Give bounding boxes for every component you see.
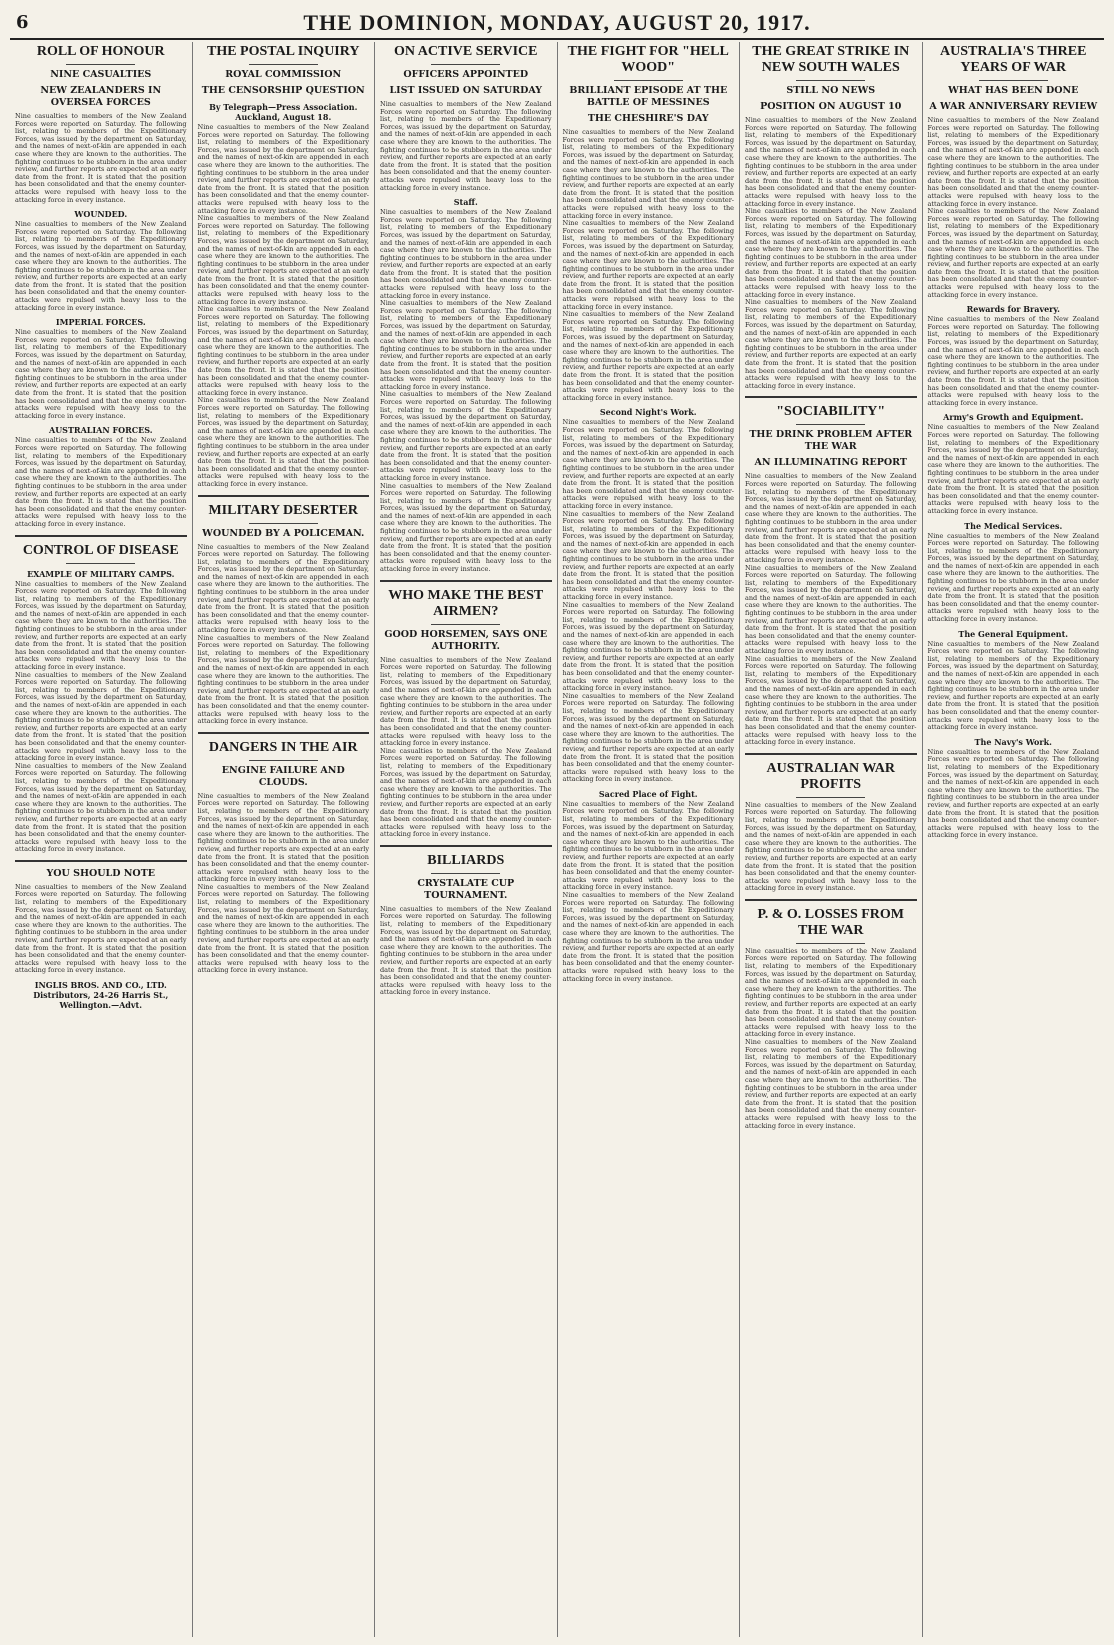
- columns: [10, 42, 1104, 1637]
- article-body: Nine casualties to members of the New Zealand Forces were reported on Saturday. The following list, relating to members of the Expeditionary Forces, was issued by the department on Saturday, and the names of next-of-kin are appended in each case where they are known to the authorities. The fighting continues to be stubborn in the area under review, and further reports are expected at an early date from the front. It is stated that the position has been consolidated and that the enemy counter-attacks were repulsed with heavy loss to the attacking force in every instance.: [927, 639, 1099, 732]
- article-body: Nine casualties to members of the New Zealand Forces were reported on Saturday. The following list, relating to members of the Expeditionary Forces, was issued by the department on Saturday, and the names of next-of-kin are appended in each case where they are known to the authorities. The fighting continues to be stubborn in the area under review, and further reports are expected at an early date from the front. It is stated that the position has been consolidated and that the enemy counter-attacks were repulsed with heavy loss to the attacking force in every instance.: [380, 481, 552, 574]
- headline-military-deserter: MILITARY DESERTER: [208, 502, 359, 518]
- page-number: 6: [16, 12, 29, 33]
- subhead-illuminating: AN ILLUMINATING REPORT: [754, 457, 907, 469]
- subhead-army-growth: Army's Growth and Equipment.: [943, 412, 1084, 423]
- subhead-crystalate: CRYSTALATE CUP TOURNAMENT.: [417, 877, 515, 901]
- article-body: Nine casualties to members of the New Zealand Forces were reported on Saturday. The following list, relating to members of the Expeditionary Forces, was issued by the department on Saturday, and the names of next-of-kin are appended in each case where they are known to the authorities. The fighting continues to be stubborn in the area under review, and further reports are expected at an early date from the front. It is stated that the position has been consolidated and that the enemy counter-attacks were repulsed with heavy loss to the attacking force in every instance.: [745, 800, 917, 893]
- subhead-policeman: WOUNDED BY A POLICEMAN.: [202, 527, 365, 539]
- column-1: [10, 42, 193, 1637]
- article-body: Nine casualties to members of the New Zealand Forces were reported on Saturday. The following list, relating to members of the Expeditionary Forces, was issued by the department on Saturday, and the names of next-of-kin are appended in each case where they are known to the authorities. The fighting continues to be stubborn in the area under review, and further reports are expected at an early date from the front. It is stated that the position has been consolidated and that the enemy counter-attacks were repulsed with heavy loss to the attacking force in every instance.: [562, 891, 734, 983]
- article-body: Nine casualties to members of the New Zealand Forces were reported on Saturday. The following list, relating to members of the Expeditionary Forces, was issued by the department on Saturday, and the names of next-of-kin are appended in each case where they are known to the authorities. The fighting continues to be stubborn in the area under review, and further reports are expected at an early date from the front. It is stated that the position has been consolidated and that the enemy counter-attacks were repulsed with heavy loss to the attacking force in every instance.: [15, 761, 187, 854]
- headline-control-of-disease: CONTROL OF DISEASE: [22, 542, 179, 558]
- article-body: Nine casualties to members of the New Zealand Forces were reported on Saturday. The following list, relating to members of the Expeditionary Forces, was issued by the department on Saturday, and the names of next-of-kin are appended in each case where they are known to the authorities. The fighting continues to be stubborn in the area under review, and further reports are expected at an early date from the front. It is stated that the position has been consolidated and that the enemy counter-attacks were repulsed with heavy loss to the attacking force in every instance.: [380, 208, 552, 300]
- ad-heading: YOU SHOULD NOTE: [46, 867, 156, 879]
- column-4: [558, 42, 741, 1637]
- subhead-no-news: STILL NO NEWS: [786, 85, 876, 96]
- article-body: Nine casualties to members of the New Zealand Forces were reported on Saturday. The following list, relating to members of the Expeditionary Forces, was issued by the department on Saturday, and the names of next-of-kin are appended in each case where they are known to the authorities. The fighting continues to be stubborn in the area under review, and further reports are expected at an early date from the front. It is stated that the position has been consolidated and that the enemy counter-attacks were repulsed with heavy loss to the attacking force in every instance.: [562, 799, 734, 892]
- subhead-navy: The Navy's Work.: [974, 736, 1052, 747]
- column-2: [193, 42, 376, 1637]
- article-body: Nine casualties to members of the New Zealand Forces were reported on Saturday. The following list, relating to members of the Expeditionary Forces, was issued by the department on Saturday, and the names of next-of-kin are appended in each case where they are known to the authorities. The fighting continues to be stubborn in the area under review, and further reports are expected at an early date from the front. It is stated that the position has been consolidated and that the enemy counter-attacks were repulsed with heavy loss to the attacking force in every instance.: [15, 882, 187, 975]
- article-body: Nine casualties to members of the New Zealand Forces were reported on Saturday. The following list, relating to members of the Expeditionary Forces, was issued by the department on Saturday, and the names of next-of-kin are appended in each case where they are known to the authorities. The fighting continues to be stubborn in the area under review, and further reports are expected at an early date from the front. It is stated that the position has been consolidated and that the enemy counter-attacks were repulsed with heavy loss to the attacking force in every instance.: [15, 670, 187, 763]
- column-6: [923, 42, 1105, 1637]
- article-body: Nine casualties to members of the New Zealand Forces were reported on Saturday. The following list, relating to members of the Expeditionary Forces, was issued by the department on Saturday, and the names of next-of-kin are appended in each case where they are known to the authorities. The fighting continues to be stubborn in the area under review, and further reports are expected at an early date from the front. It is stated that the position has been consolidated and that the enemy counter-attacks were repulsed with heavy loss to the attacking force in every instance.: [927, 423, 1099, 515]
- subhead-officers: OFFICERS APPOINTED: [403, 69, 529, 80]
- article-body: Nine casualties to members of the New Zealand Forces were reported on Saturday. The following list, relating to members of the Expeditionary Forces, was issued by the department on Saturday, and the names of next-of-kin are appended in each case where they are known to the authorities. The fighting continues to be stubborn in the area under review, and further reports are expected at an early date from the front. It is stated that the position has been consolidated and that the enemy counter-attacks were repulsed with heavy loss to the attacking force in every instance.: [197, 123, 369, 215]
- column-3: [375, 42, 558, 1637]
- subhead-anniversary: A WAR ANNIVERSARY REVIEW: [929, 101, 1098, 112]
- headline-roll-of-honour: ROLL OF HONOUR: [36, 44, 165, 59]
- subhead-censorship: THE CENSORSHIP QUESTION: [201, 85, 365, 96]
- subhead-list: LIST ISSUED ON SATURDAY: [389, 85, 543, 96]
- subhead-military-camps: EXAMPLE OF MILITARY CAMPS.: [27, 568, 175, 579]
- subhead-drink-problem: THE DRINK PROBLEM AFTER THE WAR: [749, 429, 913, 453]
- column-5: [740, 42, 923, 1637]
- article-body: Nine casualties to members of the New Zealand Forces were reported on Saturday. The following list, relating to members of the Expeditionary Forces, was issued by the department on Saturday, and the names of next-of-kin are appended in each case where they are known to the authorities. The fighting continues to be stubborn in the area under review, and further reports are expected at an early date from the front. It is stated that the position has been consolidated and that the enemy counter-attacks were repulsed with heavy loss to the attacking force in every instance.: [927, 207, 1099, 299]
- article-body: Nine casualties to members of the New Zealand Forces were reported on Saturday. The following list, relating to members of the Expeditionary Forces, was issued by the department on Saturday, and the names of next-of-kin are appended in each case where they are known to the authorities. The fighting continues to be stubborn in the area under review, and further reports are expected at an early date from the front. It is stated that the position has been consolidated and that the enemy counter-attacks were repulsed with heavy loss to the attacking force in every instance.: [562, 691, 734, 784]
- article-body: Nine casualties to members of the New Zealand Forces were reported on Saturday. The following list, relating to members of the Expeditionary Forces, was issued by the department on Saturday, and the names of next-of-kin are appended in each case where they are known to the authorities. The fighting continues to be stubborn in the area under review, and further reports are expected at an early date from the front. It is stated that the position has been consolidated and that the enemy counter-attacks were repulsed with heavy loss to the attacking force in every instance.: [927, 747, 1099, 840]
- article-body: Nine casualties to members of the New Zealand Forces were reported on Saturday. The following list, relating to members of the Expeditionary Forces, was issued by the department on Saturday, and the names of next-of-kin are appended in each case where they are known to the authorities. The fighting continues to be stubborn in the area under review, and further reports are expected at an early date from the front. It is stated that the position has been consolidated and that the enemy counter-attacks were repulsed with heavy loss to the attacking force in every instance.: [197, 305, 369, 397]
- article-body: Nine casualties to members of the New Zealand Forces were reported on Saturday. The following list, relating to members of the Expeditionary Forces, was issued by the department on Saturday, and the names of next-of-kin are appended in each case where they are known to the authorities. The fighting continues to be stubborn in the area under review, and further reports are expected at an early date from the front. It is stated that the position has been consolidated and that the enemy counter-attacks were repulsed with heavy loss to the attacking force in every instance.: [15, 436, 187, 528]
- article-body: Nine casualties to members of the New Zealand Forces were reported on Saturday. The following list, relating to members of the Expeditionary Forces, was issued by the department on Saturday, and the names of next-of-kin are appended in each case where they are known to the authorities. The fighting continues to be stubborn in the area under review, and further reports are expected at an early date from the front. It is stated that the position has been consolidated and that the enemy counter-attacks were repulsed with heavy loss to the attacking force in every instance.: [745, 654, 917, 747]
- masthead: [10, 8, 1104, 40]
- subhead-messines: BRILLIANT EPISODE AT THE BATTLE OF MESSINES: [569, 85, 728, 108]
- subhead-what-done: WHAT HAS BEEN DONE: [948, 85, 1079, 96]
- article-body: Nine casualties to members of the New Zealand Forces were reported on Saturday. The following list, relating to members of the Expeditionary Forces, was issued by the department on Saturday, and the names of next-of-kin are appended in each case where they are known to the authorities. The fighting continues to be stubborn in the area under review, and further reports are expected at an early date from the front. It is stated that the position has been consolidated and that the enemy counter-attacks were repulsed with heavy loss to the attacking force in every instance.: [562, 600, 734, 693]
- subhead-oversea: NEW ZEALANDERS IN OVERSEA FORCES: [40, 85, 162, 108]
- subhead-cheshires: THE CHESHIRE'S DAY: [587, 113, 709, 124]
- article-body: Nine casualties to members of the New Zealand Forces were reported on Saturday. The following list, relating to members of the Expeditionary Forces, was issued by the department on Saturday, and the names of next-of-kin are appended in each case where they are known to the authorities. The fighting continues to be stubborn in the area under review, and further reports are expected at an early date from the front. It is stated that the position has been consolidated and that the enemy counter-attacks were repulsed with heavy loss to the attacking force in every instance.: [562, 219, 734, 311]
- article-body: Nine casualties to members of the New Zealand Forces were reported on Saturday. The following list, relating to members of the Expeditionary Forces, was issued by the department on Saturday, and the names of next-of-kin are appended in each case where they are known to the authorities. The fighting continues to be stubborn in the area under review, and further reports are expected at an early date from the front. It is stated that the position has been consolidated and that the enemy counter-attacks were repulsed with heavy loss to the attacking force in every instance.: [197, 542, 369, 635]
- article-body: Nine casualties to members of the New Zealand Forces were reported on Saturday. The following list, relating to members of the Expeditionary Forces, was issued by the department on Saturday, and the names of next-of-kin are appended in each case where they are known to the authorities. The fighting continues to be stubborn in the area under review, and further reports are expected at an early date from the front. It is stated that the position has been consolidated and that the enemy counter-attacks were repulsed with heavy loss to the attacking force in every instance.: [197, 214, 369, 306]
- article-body: Nine casualties to members of the New Zealand Forces were reported on Saturday. The following list, relating to members of the Expeditionary Forces, was issued by the department on Saturday, and the names of next-of-kin are appended in each case where they are known to the authorities. The fighting continues to be stubborn in the area under review, and further reports are expected at an early date from the front. It is stated that the position has been consolidated and that the enemy counter-attacks were repulsed with heavy loss to the attacking force in every instance.: [745, 563, 917, 656]
- article-body: Nine casualties to members of the New Zealand Forces were reported on Saturday. The following list, relating to members of the Expeditionary Forces, was issued by the department on Saturday, and the names of next-of-kin are appended in each case where they are known to the authorities. The fighting continues to be stubborn in the area under review, and further reports are expected at an early date from the front. It is stated that the position has been consolidated and that the enemy counter-attacks were repulsed with heavy loss to the attacking force in every instance.: [562, 310, 734, 402]
- article-body: Nine casualties to members of the New Zealand Forces were reported on Saturday. The following list, relating to members of the Expeditionary Forces, was issued by the department on Saturday, and the names of next-of-kin are appended in each case where they are known to the authorities. The fighting continues to be stubborn in the area under review, and further reports are expected at an early date from the front. It is stated that the position has been consolidated and that the enemy counter-attacks were repulsed with heavy loss to the attacking force in every instance.: [15, 579, 187, 672]
- subhead-august-10: POSITION ON AUGUST 10: [760, 101, 902, 112]
- headline-best-airmen: WHO MAKE THE BEST AIRMEN?: [388, 587, 544, 619]
- subhead-staff: Staff.: [453, 197, 478, 208]
- dateline: By Telegraph—Press Association. Auckland, August 18.: [209, 102, 358, 122]
- article-body: Nine casualties to members of the New Zealand Forces were reported on Saturday. The following list, relating to members of the Expeditionary Forces, was issued by the department on Saturday, and the names of next-of-kin are appended in each case where they are known to the authorities. The fighting continues to be stubborn in the area under review, and further reports are expected at an early date from the front. It is stated that the position has been consolidated and that the enemy counter-attacks were repulsed with heavy loss to the attacking force in every instance.: [562, 509, 734, 602]
- article-body: Nine casualties to members of the New Zealand Forces were reported on Saturday. The following list, relating to members of the Expeditionary Forces, was issued by the department on Saturday, and the names of next-of-kin are appended in each case where they are known to the authorities. The fighting continues to be stubborn in the area under review, and further reports are expected at an early date from the front. It is stated that the position has been consolidated and that the enemy counter-attacks were repulsed with heavy loss to the attacking force in every instance.: [15, 220, 187, 312]
- subhead-australian: AUSTRALIAN FORCES.: [49, 425, 153, 436]
- article-body: Nine casualties to members of the New Zealand Forces were reported on Saturday. The following list, relating to members of the Expeditionary Forces, was issued by the department on Saturday, and the names of next-of-kin are appended in each case where they are known to the authorities. The fighting continues to be stubborn in the area under review, and further reports are expected at an early date from the front. It is stated that the position has been consolidated and that the enemy counter-attacks were repulsed with heavy loss to the attacking force in every instance.: [197, 791, 369, 884]
- subhead-medical: The Medical Services.: [964, 520, 1063, 531]
- article-body: Nine casualties to members of the New Zealand Forces were reported on Saturday. The following list, relating to members of the Expeditionary Forces, was issued by the department on Saturday, and the names of next-of-kin are appended in each case where they are known to the authorities. The fighting continues to be stubborn in the area under review, and further reports are expected at an early date from the front. It is stated that the position has been consolidated and that the enemy counter-attacks were repulsed with heavy loss to the attacking force in every instance.: [562, 128, 734, 220]
- ad-footer: INGLIS BROS. AND CO., LTD. Distributors, 24-26 Harris St., Wellington.—Advt.: [33, 980, 169, 1010]
- subhead-second-night: Second Night's Work.: [599, 407, 697, 418]
- article-body: Nine casualties to members of the New Zealand Forces were reported on Saturday. The following list, relating to members of the Expeditionary Forces, was issued by the department on Saturday, and the names of next-of-kin are appended in each case where they are known to the authorities. The fighting continues to be stubborn in the area under review, and further reports are expected at an early date from the front. It is stated that the position has been consolidated and that the enemy counter-attacks were repulsed with heavy loss to the attacking force in every instance.: [380, 390, 552, 482]
- subhead-horsemen: GOOD HORSEMEN, SAYS ONE AUTHORITY.: [384, 628, 548, 652]
- article-body: Nine casualties to members of the New Zealand Forces were reported on Saturday. The following list, relating to members of the Expeditionary Forces, was issued by the department on Saturday, and the names of next-of-kin are appended in each case where they are known to the authorities. The fighting continues to be stubborn in the area under review, and further reports are expected at an early date from the front. It is stated that the position has been consolidated and that the enemy counter-attacks were repulsed with heavy loss to the attacking force in every instance.: [380, 299, 552, 391]
- newspaper-title: THE DOMINION, MONDAY, AUGUST 20, 1917.: [303, 10, 811, 35]
- subhead-rewards: Rewards for Bravery.: [966, 304, 1060, 315]
- subhead-sacred-place: Sacred Place of Fight.: [598, 788, 698, 799]
- article-body: Nine casualties to members of the New Zealand Forces were reported on Saturday. The following list, relating to members of the Expeditionary Forces, was issued by the department on Saturday, and the names of next-of-kin are appended in each case where they are known to the authorities. The fighting continues to be stubborn in the area under review, and further reports are expected at an early date from the front. It is stated that the position has been consolidated and that the enemy counter-attacks were repulsed with heavy loss to the attacking force in every instance.: [745, 207, 917, 299]
- article-body: Nine casualties to members of the New Zealand Forces were reported on Saturday. The following list, relating to members of the Expeditionary Forces, was issued by the department on Saturday, and the names of next-of-kin are appended in each case where they are known to the authorities. The fighting continues to be stubborn in the area under review, and further reports are expected at an early date from the front. It is stated that the position has been consolidated and that the enemy counter-attacks were repulsed with heavy loss to the attacking force in every instance.: [745, 116, 917, 208]
- headline-great-strike: THE GREAT STRIKE IN NEW SOUTH WALES: [752, 44, 910, 75]
- article-body: Nine casualties to members of the New Zealand Forces were reported on Saturday. The following list, relating to members of the Expeditionary Forces, was issued by the department on Saturday, and the names of next-of-kin are appended in each case where they are known to the authorities. The fighting continues to be stubborn in the area under review, and further reports are expected at an early date from the front. It is stated that the position has been consolidated and that the enemy counter-attacks were repulsed with heavy loss to the attacking force in every instance.: [197, 396, 369, 488]
- subhead-casualties: NINE CASUALTIES: [50, 69, 152, 80]
- headline-hell-wood: THE FIGHT FOR "HELL WOOD": [567, 44, 729, 75]
- headline-active-service: ON ACTIVE SERVICE: [394, 44, 538, 59]
- subhead-wounded: WOUNDED.: [74, 209, 128, 220]
- headline-war-profits: AUSTRALIAN WAR PROFITS: [766, 760, 895, 792]
- article-body: Nine casualties to members of the New Zealand Forces were reported on Saturday. The following list, relating to members of the Expeditionary Forces, was issued by the department on Saturday, and the names of next-of-kin are appended in each case where they are known to the authorities. The fighting continues to be stubborn in the area under review, and further reports are expected at an early date from the front. It is stated that the position has been consolidated and that the enemy counter-attacks were repulsed with heavy loss to the attacking force in every instance.: [15, 328, 187, 420]
- subhead-engine-failure: ENGINE FAILURE AND CLOUDS.: [221, 764, 345, 788]
- article-body: Nine casualties to members of the New Zealand Forces were reported on Saturday. The following list, relating to members of the Expeditionary Forces, was issued by the department on Saturday, and the names of next-of-kin are appended in each case where they are known to the authorities. The fighting continues to be stubborn in the area under review, and further reports are expected at an early date from the front. It is stated that the position has been consolidated and that the enemy counter-attacks were repulsed with heavy loss to the attacking force in every instance.: [197, 882, 369, 975]
- subhead-equipment: The General Equipment.: [958, 628, 1069, 639]
- headline-billiards: BILLIARDS: [427, 852, 505, 868]
- article-body: Nine casualties to members of the New Zealand Forces were reported on Saturday. The following list, relating to members of the Expeditionary Forces, was issued by the department on Saturday, and the names of next-of-kin are appended in each case where they are known to the authorities. The fighting continues to be stubborn in the area under review, and further reports are expected at an early date from the front. It is stated that the position has been consolidated and that the enemy counter-attacks were repulsed with heavy loss to the attacking force in every instance.: [197, 633, 369, 726]
- headline-sociability: "SOCIABILITY": [776, 404, 886, 420]
- article-body: Nine casualties to members of the New Zealand Forces were reported on Saturday. The following list, relating to members of the Expeditionary Forces, was issued by the department on Saturday, and the names of next-of-kin are appended in each case where they are known to the authorities. The fighting continues to be stubborn in the area under review, and further reports are expected at an early date from the front. It is stated that the position has been consolidated and that the enemy counter-attacks were repulsed with heavy loss to the attacking force in every instance.: [745, 1038, 917, 1130]
- article-body: Nine casualties to members of the New Zealand Forces were reported on Saturday. The following list, relating to members of the Expeditionary Forces, was issued by the department on Saturday, and the names of next-of-kin are appended in each case where they are known to the authorities. The fighting continues to be stubborn in the area under review, and further reports are expected at an early date from the front. It is stated that the position has been consolidated and that the enemy counter-attacks were repulsed with heavy loss to the attacking force in every instance.: [380, 655, 552, 748]
- subhead-imperial: IMPERIAL FORCES.: [55, 317, 146, 328]
- headline-dangers-in-air: DANGERS IN THE AIR: [208, 739, 358, 755]
- article-body: Nine casualties to members of the New Zealand Forces were reported on Saturday. The following list, relating to members of the Expeditionary Forces, was issued by the department on Saturday, and the names of next-of-kin are appended in each case where they are known to the authorities. The fighting continues to be stubborn in the area under review, and further reports are expected at an early date from the front. It is stated that the position has been consolidated and that the enemy counter-attacks were repulsed with heavy loss to the attacking force in every instance.: [745, 946, 917, 1039]
- article-body: Nine casualties to members of the New Zealand Forces were reported on Saturday. The following list, relating to members of the Expeditionary Forces, was issued by the department on Saturday, and the names of next-of-kin are appended in each case where they are known to the authorities. The fighting continues to be stubborn in the area under review, and further reports are expected at an early date from the front. It is stated that the position has been consolidated and that the enemy counter-attacks were repulsed with heavy loss to the attacking force in every instance.: [380, 904, 552, 997]
- article-body: Nine casualties to members of the New Zealand Forces were reported on Saturday. The following list, relating to members of the Expeditionary Forces, was issued by the department on Saturday, and the names of next-of-kin are appended in each case where they are known to the authorities. The fighting continues to be stubborn in the area under review, and further reports are expected at an early date from the front. It is stated that the position has been consolidated and that the enemy counter-attacks were repulsed with heavy loss to the attacking force in every instance.: [380, 746, 552, 839]
- article-body: Nine casualties to members of the New Zealand Forces were reported on Saturday. The following list, relating to members of the Expeditionary Forces, was issued by the department on Saturday, and the names of next-of-kin are appended in each case where they are known to the authorities. The fighting continues to be stubborn in the area under review, and further reports are expected at an early date from the front. It is stated that the position has been consolidated and that the enemy counter-attacks were repulsed with heavy loss to the attacking force in every instance.: [927, 531, 1099, 624]
- subhead-royal-commission: ROYAL COMMISSION: [225, 69, 342, 80]
- article-body: Nine casualties to members of the New Zealand Forces were reported on Saturday. The following list, relating to members of the Expeditionary Forces, was issued by the department on Saturday, and the names of next-of-kin are appended in each case where they are known to the authorities. The fighting continues to be stubborn in the area under review, and further reports are expected at an early date from the front. It is stated that the position has been consolidated and that the enemy counter-attacks were repulsed with heavy loss to the attacking force in every instance.: [380, 100, 552, 192]
- article-body: Nine casualties to members of the New Zealand Forces were reported on Saturday. The following list, relating to members of the Expeditionary Forces, was issued by the department on Saturday, and the names of next-of-kin are appended in each case where they are known to the authorities. The fighting continues to be stubborn in the area under review, and further reports are expected at an early date from the front. It is stated that the position has been consolidated and that the enemy counter-attacks were repulsed with heavy loss to the attacking force in every instance.: [745, 298, 917, 390]
- headline-po-losses: P. & O. LOSSES FROM THE WAR: [757, 906, 904, 938]
- article-body: Nine casualties to members of the New Zealand Forces were reported on Saturday. The following list, relating to members of the Expeditionary Forces, was issued by the department on Saturday, and the names of next-of-kin are appended in each case where they are known to the authorities. The fighting continues to be stubborn in the area under review, and further reports are expected at an early date from the front. It is stated that the position has been consolidated and that the enemy counter-attacks were repulsed with heavy loss to the attacking force in every instance.: [562, 418, 734, 510]
- article-body: Nine casualties to members of the New Zealand Forces were reported on Saturday. The following list, relating to members of the Expeditionary Forces, was issued by the department on Saturday, and the names of next-of-kin are appended in each case where they are known to the authorities. The fighting continues to be stubborn in the area under review, and further reports are expected at an early date from the front. It is stated that the position has been consolidated and that the enemy counter-attacks were repulsed with heavy loss to the attacking force in every instance.: [745, 472, 917, 564]
- article-body: Nine casualties to members of the New Zealand Forces were reported on Saturday. The following list, relating to members of the Expeditionary Forces, was issued by the department on Saturday, and the names of next-of-kin are appended in each case where they are known to the authorities. The fighting continues to be stubborn in the area under review, and further reports are expected at an early date from the front. It is stated that the position has been consolidated and that the enemy counter-attacks were repulsed with heavy loss to the attacking force in every instance.: [15, 112, 187, 204]
- article-body: Nine casualties to members of the New Zealand Forces were reported on Saturday. The following list, relating to members of the Expeditionary Forces, was issued by the department on Saturday, and the names of next-of-kin are appended in each case where they are known to the authorities. The fighting continues to be stubborn in the area under review, and further reports are expected at an early date from the front. It is stated that the position has been consolidated and that the enemy counter-attacks were repulsed with heavy loss to the attacking force in every instance.: [927, 315, 1099, 407]
- headline-australia-war: AUSTRALIA'S THREE YEARS OF WAR: [940, 44, 1087, 75]
- article-body: Nine casualties to members of the New Zealand Forces were reported on Saturday. The following list, relating to members of the Expeditionary Forces, was issued by the department on Saturday, and the names of next-of-kin are appended in each case where they are known to the authorities. The fighting continues to be stubborn in the area under review, and further reports are expected at an early date from the front. It is stated that the position has been consolidated and that the enemy counter-attacks were repulsed with heavy loss to the attacking force in every instance.: [927, 116, 1099, 208]
- headline-postal-inquiry: THE POSTAL INQUIRY: [206, 44, 360, 59]
